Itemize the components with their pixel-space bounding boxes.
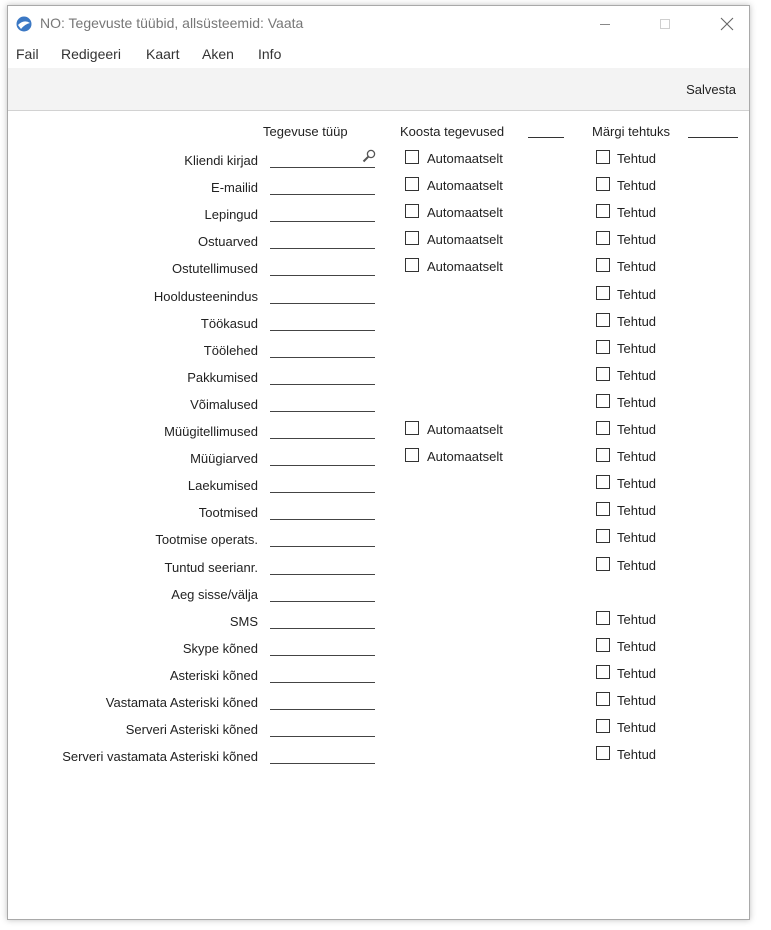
row-label: Tuntud seerianr. [164,559,258,575]
menu-info[interactable]: Info [258,46,282,62]
close-button[interactable] [704,6,750,42]
auto-create-label: Automaatselt [427,151,503,166]
mark-done-checkbox[interactable] [596,421,610,435]
row-label: Asteriski kõned [169,667,258,683]
form-row [8,174,749,201]
form-row [8,635,749,662]
activity-type-field[interactable] [270,528,375,547]
form-row [8,689,749,716]
mark-done-checkbox[interactable] [596,313,610,327]
mark-done-label: Tehtud [617,557,657,573]
activity-type-field[interactable] [270,312,375,331]
mark-done-label: Tehtud [617,340,657,356]
activity-type-field[interactable] [270,664,375,683]
form-row [8,147,749,174]
form-row [8,526,749,553]
row-label: Ostuarved [198,234,258,250]
magnifier-icon[interactable] [361,148,377,164]
form-row [8,499,749,526]
row-label: E-mailid [211,180,258,196]
row-label: Ostutellimused [172,261,258,277]
mark-done-checkbox[interactable] [596,394,610,408]
app-logo-icon [16,16,32,32]
header-activity-type: Tegevuse tüüp [263,124,348,139]
form-row [8,283,749,310]
form-row [8,337,749,364]
activity-type-field[interactable] [270,366,375,385]
form-row [8,201,749,228]
mark-done-checkbox[interactable] [596,177,610,191]
activity-type-field[interactable] [270,339,375,358]
auto-create-label: Automaatselt [427,178,503,194]
auto-create-checkbox[interactable] [405,448,419,462]
form-row [8,662,749,689]
row-label: Lepingud [204,207,258,223]
mark-done-label: Tehtud [617,232,657,248]
auto-create-label: Automaatselt [427,422,503,437]
auto-create-label: Automaatselt [427,449,503,465]
auto-create-label: Automaatselt [427,205,503,221]
mark-done-checkbox[interactable] [596,340,610,354]
row-label: Tootmised [198,505,258,521]
form-row [8,608,749,635]
activity-type-field[interactable] [270,556,375,575]
activity-type-field[interactable] [270,447,375,466]
activity-type-field[interactable] [270,474,375,493]
activity-type-field[interactable] [270,393,375,412]
row-label: SMS [229,613,258,629]
form-row [8,554,749,581]
form-row [8,716,749,743]
mark-done-checkbox[interactable] [596,286,610,300]
mark-done-label: Tehtud [617,394,657,410]
form-content [8,110,749,919]
row-label: Kliendi kirjad [184,153,258,168]
mark-done-label: Tehtud [617,259,657,275]
mark-done-checkbox[interactable] [596,557,610,571]
form-row [8,364,749,391]
mark-done-checkbox[interactable] [596,611,610,625]
minimize-icon [599,18,611,30]
activity-type-field[interactable] [270,257,375,276]
menu-fail[interactable]: Fail [16,46,39,62]
form-row [8,445,749,472]
maximize-button[interactable] [642,6,688,42]
mark-done-label: Tehtud [617,747,657,763]
mark-done-checkbox[interactable] [596,448,610,462]
minimize-button[interactable] [582,6,628,42]
activity-type-field[interactable] [270,583,375,602]
row-label: Hooldusteenindus [153,288,258,304]
activity-type-field[interactable] [270,149,375,168]
auto-create-checkbox[interactable] [405,421,419,435]
form-row [8,255,749,282]
mark-done-label: Tehtud [617,151,657,166]
activity-type-field[interactable] [270,745,375,764]
row-label: Aeg sisse/välja [171,586,258,602]
row-label: Müügitellimused [164,424,258,439]
mark-done-label: Tehtud [617,178,657,194]
window-title: NO: Tegevuste tüübid, allsüsteemid: Vaata [40,15,304,31]
row-label: Vastamata Asteriski kõned [105,695,258,710]
header-create-activities: Koosta tegevused [400,124,505,139]
mark-done-checkbox[interactable] [596,638,610,652]
form-row [8,418,749,445]
mark-done-checkbox[interactable] [596,258,610,272]
mark-done-checkbox[interactable] [596,150,610,164]
row-label: Võimalused [190,396,258,412]
auto-create-checkbox[interactable] [405,231,419,245]
row-label: Laekumised [187,478,258,494]
mark-done-label: Tehtud [617,503,657,519]
button-bar [8,68,749,111]
mark-done-checkbox[interactable] [596,665,610,679]
form-row [8,391,749,418]
maximize-icon [659,18,671,30]
title-bar [8,6,749,42]
auto-create-checkbox[interactable] [405,204,419,218]
mark-done-label: Tehtud [617,367,657,383]
row-label: Töölehed [203,342,258,358]
activity-type-field[interactable] [270,230,375,249]
mark-done-checkbox[interactable] [596,475,610,489]
mark-done-label: Tehtud [617,205,657,221]
activity-type-field[interactable] [270,610,375,629]
activity-type-field[interactable] [270,637,375,656]
row-label: Serveri Asteriski kõned [125,722,258,738]
activity-type-field[interactable] [270,718,375,737]
row-label: Müügiarved [190,451,258,467]
activity-type-field[interactable] [270,420,375,439]
mark-done-label: Tehtud [617,693,657,708]
app-window [7,5,750,920]
activity-type-field[interactable] [270,501,375,520]
header-mark-done: Märgi tehtuks [592,124,671,139]
mark-done-label: Tehtud [617,530,657,546]
mark-done-label: Tehtud [617,422,657,437]
mark-done-label: Tehtud [617,313,657,329]
close-icon [720,17,734,31]
mark-done-label: Tehtud [617,476,657,492]
mark-done-checkbox[interactable] [596,692,610,706]
mark-done-checkbox[interactable] [596,231,610,245]
mark-done-checkbox[interactable] [596,719,610,733]
mark-done-label: Tehtud [617,286,657,302]
row-label: Pakkumised [187,369,258,385]
activity-type-field[interactable] [270,691,375,710]
row-label: Tootmise operats. [155,532,258,548]
form-row [8,581,749,608]
mark-done-checkbox[interactable] [596,529,610,543]
menu-bar [8,42,749,69]
activity-type-field[interactable] [270,203,375,222]
save-button[interactable]: Salvesta [686,82,736,97]
form-row [8,743,749,770]
row-label: Skype kõned [182,640,258,656]
menu-kaart[interactable]: Kaart [146,46,180,62]
auto-create-checkbox[interactable] [405,258,419,272]
menu-aken[interactable]: Aken [202,46,234,62]
mark-done-label: Tehtud [617,611,657,627]
form-row [8,228,749,255]
mark-done-label: Tehtud [617,449,657,465]
mark-done-label: Tehtud [617,665,657,681]
header-mark-underline [688,137,738,138]
mark-done-label: Tehtud [617,638,657,654]
form-row [8,310,749,337]
mark-done-label: Tehtud [617,720,657,736]
mark-done-checkbox[interactable] [596,746,610,760]
form-row [8,472,749,499]
mark-done-checkbox[interactable] [596,204,610,218]
auto-create-checkbox[interactable] [405,150,419,164]
auto-create-label: Automaatselt [427,232,503,248]
menu-redigeeri[interactable]: Redigeeri [61,46,121,62]
mark-done-checkbox[interactable] [596,367,610,381]
activity-type-field[interactable] [270,176,375,195]
row-label: Töökasud [200,315,258,331]
row-label: Serveri vastamata Asteriski kõned [62,749,258,765]
auto-create-checkbox[interactable] [405,177,419,191]
header-create-underline [528,137,564,138]
activity-type-field[interactable] [270,285,375,304]
mark-done-checkbox[interactable] [596,502,610,516]
auto-create-label: Automaatselt [427,259,503,275]
